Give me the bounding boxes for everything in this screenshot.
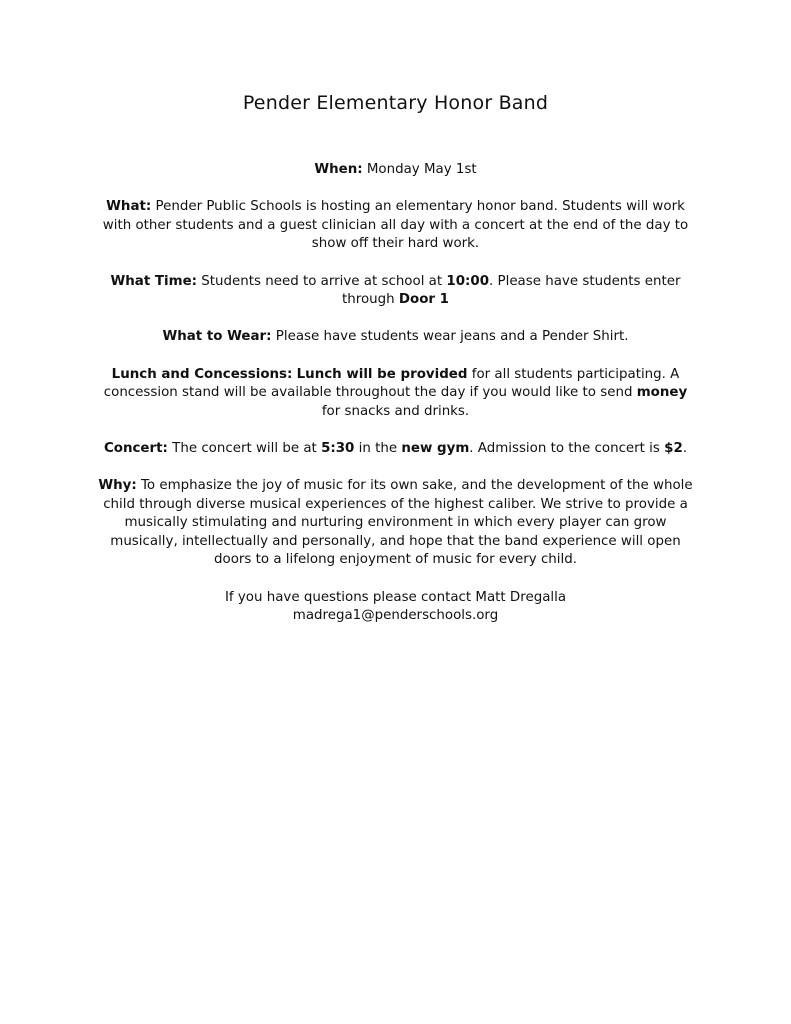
what-to-wear-section — [95, 328, 696, 347]
concert-section — [95, 440, 696, 459]
concert-text-4: . — [682, 440, 688, 456]
when-text: Monday May 1st — [366, 162, 477, 177]
what-time-section — [95, 273, 696, 310]
why-text: To emphasize the joy of music for its own sake, and the development of the whole child through diverse musical experiences of the highest caliber. We strive to provide a musically stimulating and nurturing environment in which every player can grow musically, intellectually and personally, and hope that the band experience will open doors to a lifelong enjoyment of music for every child. — [103, 478, 693, 568]
concert-text-1: The concert will be at — [172, 440, 317, 456]
lunch-text-1: for all students participating. A concession stand will be available throughout the day if you would like to send — [103, 366, 680, 401]
what-time-label: What Time: — [110, 273, 198, 289]
concert-time: 5:30 — [321, 440, 355, 456]
entry-door: Door 1 — [398, 292, 449, 308]
lunch-provided: Lunch will be provided — [296, 366, 468, 382]
what-section — [95, 198, 696, 254]
when-label: When: — [314, 162, 363, 177]
what-text: Pender Public Schools is hosting an elementary honor band. Students will work with other students and a guest clinician all day with a concert at the end of the day to show off their hard work. — [102, 199, 689, 252]
document-body — [95, 161, 696, 644]
contact-section — [95, 589, 696, 626]
what-time-text-1: Students need to arrive at school at — [201, 273, 443, 289]
why-section — [95, 477, 696, 570]
what-to-wear-label: What to Wear: — [162, 329, 272, 345]
concert-price: $2 — [664, 440, 683, 456]
when-section — [95, 161, 696, 180]
what-to-wear-text: Please have students wear jeans and a Pender Shirt. — [275, 329, 629, 345]
contact-email[interactable]: madrega1@penderschools.org — [292, 608, 499, 624]
concert-label: Concert: — [103, 440, 168, 456]
arrival-time: 10:00 — [446, 273, 490, 289]
lunch-label: Lunch and Concessions: — [111, 366, 293, 382]
lunch-money: money — [636, 385, 688, 401]
lunch-section — [95, 366, 696, 422]
lunch-text-2: for snacks and drinks. — [321, 403, 470, 419]
why-label: Why: — [98, 478, 137, 494]
concert-text-3: . Admission to the concert is — [469, 440, 660, 456]
concert-location: new gym — [401, 440, 470, 456]
what-label: What: — [106, 199, 152, 215]
contact-text: If you have questions please contact Matt Dregalla — [224, 589, 567, 605]
concert-text-2: in the — [358, 440, 398, 456]
what-time-text-2: . Please have students enter through — [342, 273, 681, 308]
page-title: Pender Elementary Honor Band — [242, 92, 549, 114]
